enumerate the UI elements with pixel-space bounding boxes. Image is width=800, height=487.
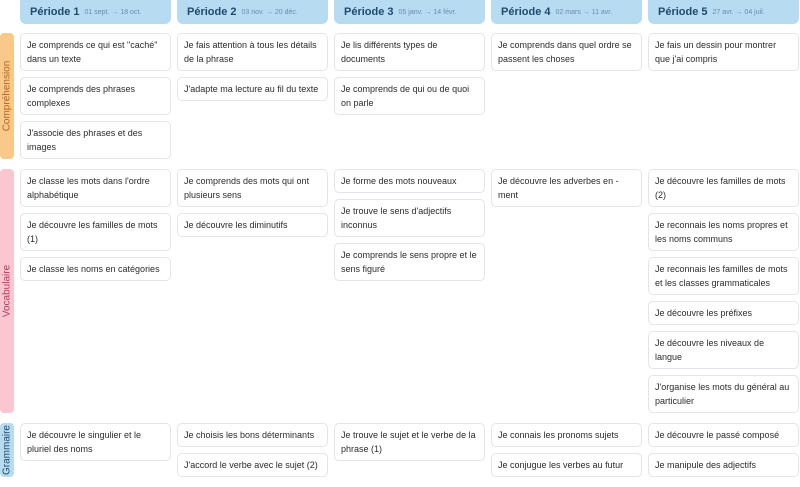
period-title: Période 4 [501,6,551,18]
skill-card[interactable]: Je découvre les diminutifs [177,213,328,237]
skill-card[interactable]: Je forme des mots nouveaux [334,169,485,193]
skill-card[interactable]: Je découvre les niveaux de langue [648,331,799,369]
skill-card[interactable]: Je comprends de qui ou de quoi on parle [334,77,485,115]
skill-card[interactable]: Je choisis les bons déterminants [177,423,328,447]
skill-card[interactable]: Je classe les noms en catégories [20,257,171,281]
period-column [491,33,642,159]
skill-card[interactable]: Je découvre les familles de mots (1) [20,213,171,251]
period-column [648,423,799,477]
section-label [0,169,14,413]
skill-card[interactable]: Je reconnais les familles de mots et les classes grammaticales [648,257,799,295]
skill-card[interactable]: Je manipule des adjectifs [648,453,799,477]
period-header-3[interactable] [334,0,485,24]
period-dates: 03 nov. → 20 déc. [241,8,298,16]
period-title: Période 3 [344,6,394,18]
skill-card[interactable]: Je fais un dessin pour montrer que j'ai compris [648,33,799,71]
section-row [0,169,800,413]
period-column [20,33,171,159]
period-column [491,169,642,413]
period-column [648,169,799,413]
skill-card[interactable]: Je comprends dans quel ordre se passent les choses [491,33,642,71]
period-column [334,423,485,477]
skill-card[interactable]: Je lis différents types de documents [334,33,485,71]
period-title: Période 2 [187,6,237,18]
period-title: Période 5 [658,6,708,18]
period-column [334,169,485,413]
skill-card[interactable]: Je connais les pronoms sujets [491,423,642,447]
skill-card[interactable]: Je découvre les adverbes en -ment [491,169,642,207]
period-column [20,423,171,477]
section-label-text: Compréhension [1,60,13,132]
period-title: Période 1 [30,6,80,18]
section-label-text: Vocabulaire [1,264,13,318]
skill-card[interactable]: Je fais attention à tous les détails de la phrase [177,33,328,71]
period-column [491,423,642,477]
skill-card[interactable]: Je trouve le sens d'adjectifs inconnus [334,199,485,237]
skill-card[interactable]: Je découvre le passé composé [648,423,799,447]
period-column [648,33,799,159]
period-dates: 27 avr. → 04 juil. [712,8,765,16]
skill-card[interactable]: J'adapte ma lecture au fil du texte [177,77,328,101]
skill-card[interactable]: J'associe des phrases et des images [20,121,171,159]
section-label-text: Grammaire [1,424,13,476]
skill-card[interactable]: Je découvre les familles de mots (2) [648,169,799,207]
section-columns [20,423,799,477]
period-column [177,423,328,477]
section-row [0,423,800,477]
period-header-4[interactable] [491,0,642,24]
skill-card[interactable]: Je comprends le sens propre et le sens figuré [334,243,485,281]
skill-card[interactable]: Je découvre le singulier et le pluriel des noms [20,423,171,461]
section-label [0,33,14,159]
period-header [20,0,799,24]
period-column [20,169,171,413]
period-header-1[interactable] [20,0,171,24]
skill-card[interactable]: J'accord le verbe avec le sujet (2) [177,453,328,477]
skill-card[interactable]: Je découvre les préfixes [648,301,799,325]
period-dates: 02 mars → 11 avr. [555,8,613,16]
period-column [334,33,485,159]
period-header-2[interactable] [177,0,328,24]
skill-card[interactable]: Je conjugue les verbes au futur [491,453,642,477]
section-label [0,423,14,477]
skill-card[interactable]: Je reconnais les noms propres et les noms communs [648,213,799,251]
period-dates: 05 janv. → 14 févr. [398,8,457,16]
period-column [177,33,328,159]
period-header-5[interactable] [648,0,799,24]
skill-card[interactable]: Je comprends ce qui est "caché" dans un texte [20,33,171,71]
skill-card[interactable]: Je trouve le sujet et le verbe de la phrase (1) [334,423,485,461]
skill-card[interactable]: Je comprends des phrases complexes [20,77,171,115]
curriculum-grid [0,33,800,487]
section-columns [20,169,799,413]
period-column [177,169,328,413]
section-columns [20,33,799,159]
period-dates: 01 sept. → 18 oct. [84,8,142,16]
skill-card[interactable]: Je comprends des mots qui ont plusieurs sens [177,169,328,207]
skill-card[interactable]: Je classe les mots dans l'ordre alphabétique [20,169,171,207]
section-row [0,33,800,159]
skill-card[interactable]: J'organise les mots du général au particulier [648,375,799,413]
